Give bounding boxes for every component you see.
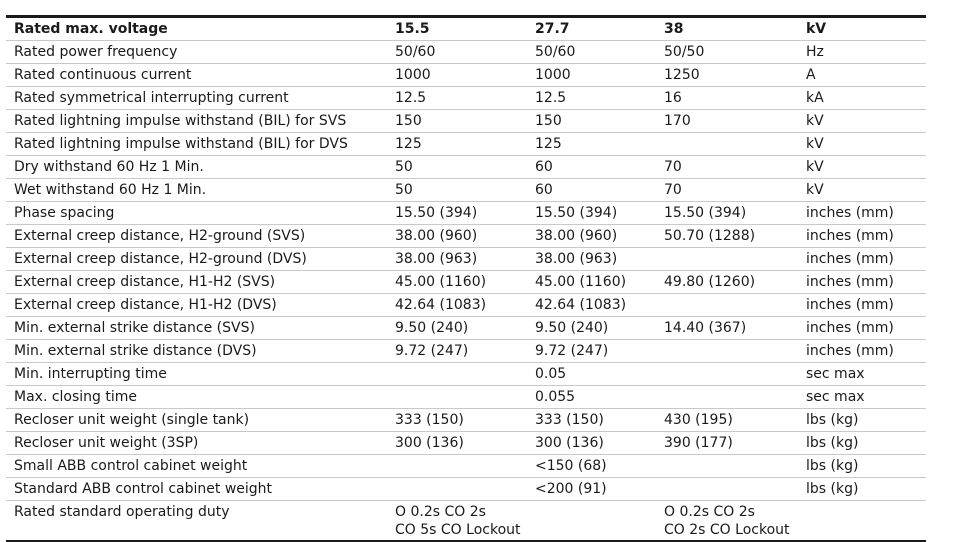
row-parameter: External creep distance, H1-H2 (SVS) bbox=[6, 271, 387, 294]
header-parameter: Rated max. voltage bbox=[6, 17, 387, 41]
row-unit: lbs (kg) bbox=[798, 409, 926, 432]
row-value-15-5 bbox=[387, 501, 527, 542]
table-row bbox=[6, 133, 926, 156]
row-value-38: 14.40 (367) bbox=[656, 317, 798, 340]
table-row bbox=[6, 271, 926, 294]
row-value-15-5 bbox=[387, 386, 527, 409]
row-value-27-7: 50/60 bbox=[527, 41, 656, 64]
row-value-38: 70 bbox=[656, 179, 798, 202]
table-row bbox=[6, 156, 926, 179]
row-value-15-5: 50 bbox=[387, 156, 527, 179]
table-row bbox=[6, 294, 926, 317]
table-row bbox=[6, 202, 926, 225]
table-row bbox=[6, 179, 926, 202]
table-row bbox=[6, 248, 926, 271]
duty-line-2: CO 5s CO Lockout bbox=[395, 522, 521, 538]
row-value-15-5: 150 bbox=[387, 110, 527, 133]
row-value-15-5: 9.50 (240) bbox=[387, 317, 527, 340]
row-parameter: Rated lightning impulse withstand (BIL) for DVS bbox=[6, 133, 387, 156]
row-unit: kA bbox=[798, 87, 926, 110]
row-value-15-5: 125 bbox=[387, 133, 527, 156]
row-value-38 bbox=[656, 294, 798, 317]
row-parameter: Recloser unit weight (3SP) bbox=[6, 432, 387, 455]
row-unit: inches (mm) bbox=[798, 340, 926, 363]
table-body bbox=[6, 41, 926, 542]
row-value-15-5: 9.72 (247) bbox=[387, 340, 527, 363]
row-parameter: Rated symmetrical interrupting current bbox=[6, 87, 387, 110]
row-parameter: Rated lightning impulse withstand (BIL) for SVS bbox=[6, 110, 387, 133]
row-parameter: Rated continuous current bbox=[6, 64, 387, 87]
row-parameter: Wet withstand 60 Hz 1 Min. bbox=[6, 179, 387, 202]
duty-line-2: CO 2s CO Lockout bbox=[664, 522, 790, 538]
row-value-15-5: 333 (150) bbox=[387, 409, 527, 432]
row-unit: kV bbox=[798, 133, 926, 156]
row-value-27-7: 1000 bbox=[527, 64, 656, 87]
row-unit: sec max bbox=[798, 363, 926, 386]
row-parameter: Rated power frequency bbox=[6, 41, 387, 64]
row-value-38: 16 bbox=[656, 87, 798, 110]
row-unit: Hz bbox=[798, 41, 926, 64]
row-value-27-7: 0.05 bbox=[527, 363, 656, 386]
row-value-38 bbox=[656, 133, 798, 156]
row-unit: inches (mm) bbox=[798, 225, 926, 248]
row-value-15-5: 12.5 bbox=[387, 87, 527, 110]
row-value-38 bbox=[656, 248, 798, 271]
row-value-27-7: 38.00 (963) bbox=[527, 248, 656, 271]
row-value-15-5: 300 (136) bbox=[387, 432, 527, 455]
table-row bbox=[6, 64, 926, 87]
row-value-27-7: 42.64 (1083) bbox=[527, 294, 656, 317]
row-value-27-7: 15.50 (394) bbox=[527, 202, 656, 225]
table-row bbox=[6, 455, 926, 478]
table-row bbox=[6, 110, 926, 133]
row-value-27-7: 9.72 (247) bbox=[527, 340, 656, 363]
table-row bbox=[6, 340, 926, 363]
row-parameter: Small ABB control cabinet weight bbox=[6, 455, 387, 478]
table-row bbox=[6, 317, 926, 340]
row-parameter: Recloser unit weight (single tank) bbox=[6, 409, 387, 432]
row-value-38: 1250 bbox=[656, 64, 798, 87]
row-value-15-5: 38.00 (960) bbox=[387, 225, 527, 248]
row-value-38: 430 (195) bbox=[656, 409, 798, 432]
row-unit: lbs (kg) bbox=[798, 432, 926, 455]
row-value-38 bbox=[656, 386, 798, 409]
table-header-row bbox=[6, 17, 926, 41]
table-row bbox=[6, 87, 926, 110]
row-unit: inches (mm) bbox=[798, 248, 926, 271]
row-unit: lbs (kg) bbox=[798, 455, 926, 478]
table-row bbox=[6, 41, 926, 64]
row-value-38: 50/50 bbox=[656, 41, 798, 64]
row-value-15-5 bbox=[387, 478, 527, 501]
row-value-38: 70 bbox=[656, 156, 798, 179]
row-parameter: Standard ABB control cabinet weight bbox=[6, 478, 387, 501]
row-value-27-7: 9.50 (240) bbox=[527, 317, 656, 340]
row-parameter: External creep distance, H2-ground (SVS) bbox=[6, 225, 387, 248]
row-unit: inches (mm) bbox=[798, 202, 926, 225]
table-row bbox=[6, 501, 926, 542]
row-parameter: Phase spacing bbox=[6, 202, 387, 225]
table-row bbox=[6, 386, 926, 409]
row-value-38 bbox=[656, 501, 798, 542]
row-value-27-7: 12.5 bbox=[527, 87, 656, 110]
table-row bbox=[6, 363, 926, 386]
row-unit: lbs (kg) bbox=[798, 478, 926, 501]
row-parameter: Min. interrupting time bbox=[6, 363, 387, 386]
row-unit: sec max bbox=[798, 386, 926, 409]
row-parameter: Min. external strike distance (DVS) bbox=[6, 340, 387, 363]
row-value-38 bbox=[656, 363, 798, 386]
row-unit bbox=[798, 501, 926, 542]
row-value-15-5: 50/60 bbox=[387, 41, 527, 64]
duty-line-1: O 0.2s CO 2s bbox=[395, 504, 486, 520]
row-value-15-5 bbox=[387, 363, 527, 386]
row-parameter: Min. external strike distance (SVS) bbox=[6, 317, 387, 340]
duty-line-1: O 0.2s CO 2s bbox=[664, 504, 755, 520]
row-parameter: Dry withstand 60 Hz 1 Min. bbox=[6, 156, 387, 179]
row-value-38 bbox=[656, 340, 798, 363]
ratings-table bbox=[6, 15, 926, 542]
row-value-27-7: 60 bbox=[527, 156, 656, 179]
row-value-38 bbox=[656, 478, 798, 501]
row-value-27-7: 333 (150) bbox=[527, 409, 656, 432]
row-unit: inches (mm) bbox=[798, 271, 926, 294]
row-value-27-7: 45.00 (1160) bbox=[527, 271, 656, 294]
row-value-38 bbox=[656, 455, 798, 478]
table-row bbox=[6, 432, 926, 455]
row-unit: inches (mm) bbox=[798, 317, 926, 340]
table-row bbox=[6, 409, 926, 432]
row-unit: kV bbox=[798, 179, 926, 202]
row-unit: kV bbox=[798, 110, 926, 133]
row-parameter: External creep distance, H1-H2 (DVS) bbox=[6, 294, 387, 317]
header-voltage-38: 38 bbox=[656, 17, 798, 41]
row-value-27-7: <200 (91) bbox=[527, 478, 656, 501]
header-voltage-27-7: 27.7 bbox=[527, 17, 656, 41]
row-value-38: 390 (177) bbox=[656, 432, 798, 455]
row-parameter: Max. closing time bbox=[6, 386, 387, 409]
row-value-27-7: <150 (68) bbox=[527, 455, 656, 478]
row-value-38: 15.50 (394) bbox=[656, 202, 798, 225]
row-unit: A bbox=[798, 64, 926, 87]
row-unit: kV bbox=[798, 156, 926, 179]
row-value-15-5: 45.00 (1160) bbox=[387, 271, 527, 294]
row-value-15-5: 15.50 (394) bbox=[387, 202, 527, 225]
row-value-15-5 bbox=[387, 455, 527, 478]
row-value-15-5: 1000 bbox=[387, 64, 527, 87]
row-unit: inches (mm) bbox=[798, 294, 926, 317]
header-unit: kV bbox=[798, 17, 926, 41]
row-value-15-5: 50 bbox=[387, 179, 527, 202]
row-value-27-7: 125 bbox=[527, 133, 656, 156]
row-value-27-7 bbox=[527, 501, 656, 542]
row-parameter: External creep distance, H2-ground (DVS) bbox=[6, 248, 387, 271]
row-value-27-7: 300 (136) bbox=[527, 432, 656, 455]
row-value-27-7: 60 bbox=[527, 179, 656, 202]
table-row bbox=[6, 225, 926, 248]
row-value-38: 170 bbox=[656, 110, 798, 133]
row-value-27-7: 38.00 (960) bbox=[527, 225, 656, 248]
row-value-15-5: 38.00 (963) bbox=[387, 248, 527, 271]
row-value-27-7: 0.055 bbox=[527, 386, 656, 409]
row-value-38: 50.70 (1288) bbox=[656, 225, 798, 248]
row-value-38: 49.80 (1260) bbox=[656, 271, 798, 294]
row-value-15-5: 42.64 (1083) bbox=[387, 294, 527, 317]
row-value-27-7: 150 bbox=[527, 110, 656, 133]
row-parameter: Rated standard operating duty bbox=[6, 501, 387, 542]
header-voltage-15-5: 15.5 bbox=[387, 17, 527, 41]
table-row bbox=[6, 478, 926, 501]
